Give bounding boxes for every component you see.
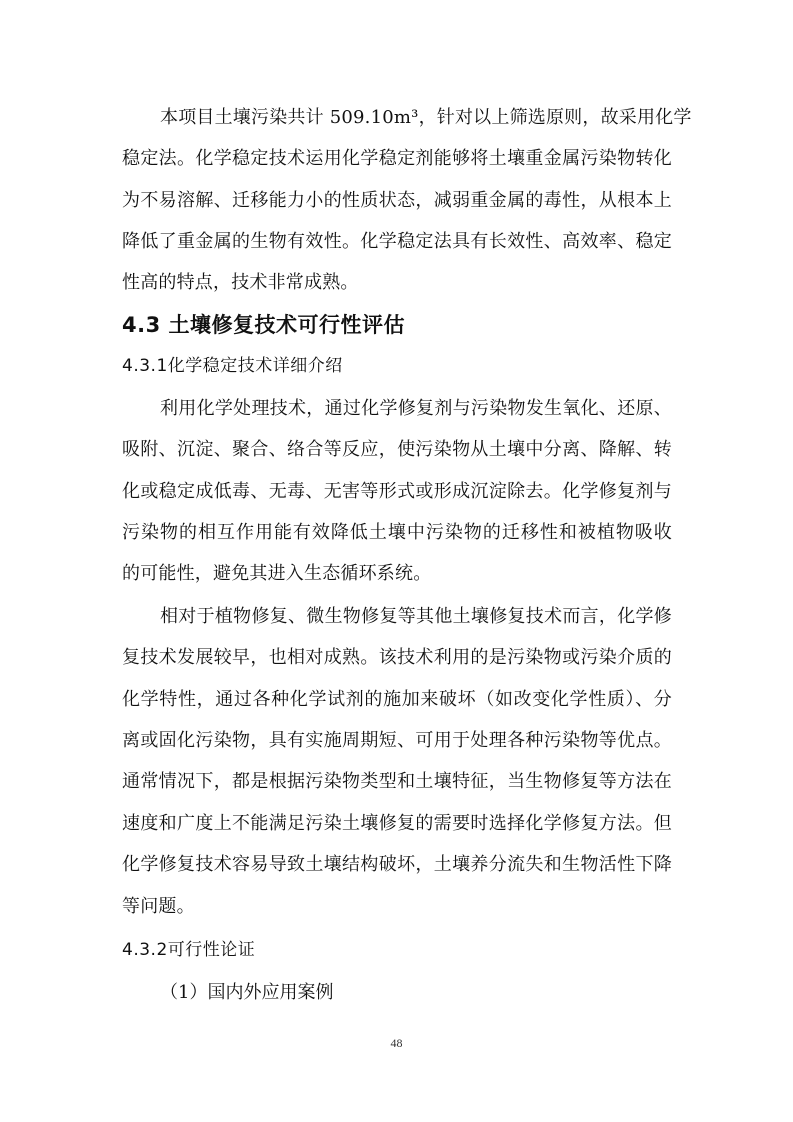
list-item: （1）国内外应用案例 — [160, 982, 334, 1003]
paragraph-line: 相对于植物修复、微生物修复等其他土壤修复技术而言，化学修 — [160, 606, 672, 627]
paragraph-line: 降低了重金属的生物有效性。化学稳定法具有长效性、高效率、稳定 — [122, 231, 672, 252]
subsection-heading: 4.3.1化学稳定技术详细介绍 — [122, 356, 343, 376]
paragraph-line: 化或稳定成低毒、无毒、无害等形式或形成沉淀除去。化学修复剂与 — [122, 481, 672, 502]
paragraph-line: 的可能性，避免其进入生态循环系统。 — [122, 563, 432, 584]
paragraph-line: 利用化学处理技术，通过化学修复剂与污染物发生氧化、还原、 — [160, 398, 672, 419]
paragraph-line: 化学修复技术容易导致土壤结构破坏，土壤养分流失和生物活性下降 — [122, 854, 672, 875]
paragraph-line: 通常情况下，都是根据污染物类型和土壤特征，当生物修复等方法在 — [122, 771, 672, 792]
paragraph-line: 等问题。 — [122, 896, 195, 917]
paragraph-line: 吸附、沉淀、聚合、络合等反应，使污染物从土壤中分离、降解、转 — [122, 439, 672, 460]
page-number: 48 — [390, 1036, 403, 1050]
paragraph-line: 化学特性，通过各种化学试剂的施加来破坏（如改变化学性质）、分 — [122, 689, 672, 710]
paragraph-line: 为不易溶解、迁移能力小的性质状态，减弱重金属的毒性，从根本上 — [122, 190, 672, 211]
paragraph-line: 复技术发展较早，也相对成熟。该技术利用的是污染物或污染介质的 — [122, 647, 672, 668]
paragraph-line: 本项目土壤污染共计 509.10m³，针对以上筛选原则，故采用化学 — [160, 107, 692, 128]
paragraph-line: 离或固化污染物，具有实施周期短、可用于处理各种污染物等优点。 — [122, 730, 672, 751]
subsection-heading: 4.3.2可行性论证 — [122, 940, 256, 960]
paragraph-line: 污染物的相互作用能有效降低土壤中污染物的迁移性和被植物吸收 — [122, 522, 672, 543]
paragraph-line: 速度和广度上不能满足污染土壤修复的需要时选择化学修复方法。但 — [122, 813, 672, 834]
section-heading: 4.3 土壤修复技术可行性评估 — [122, 313, 406, 337]
paragraph-line: 性高的特点，技术非常成熟。 — [122, 272, 359, 293]
paragraph-line: 稳定法。化学稳定技术运用化学稳定剂能够将土壤重金属污染物转化 — [122, 148, 672, 169]
